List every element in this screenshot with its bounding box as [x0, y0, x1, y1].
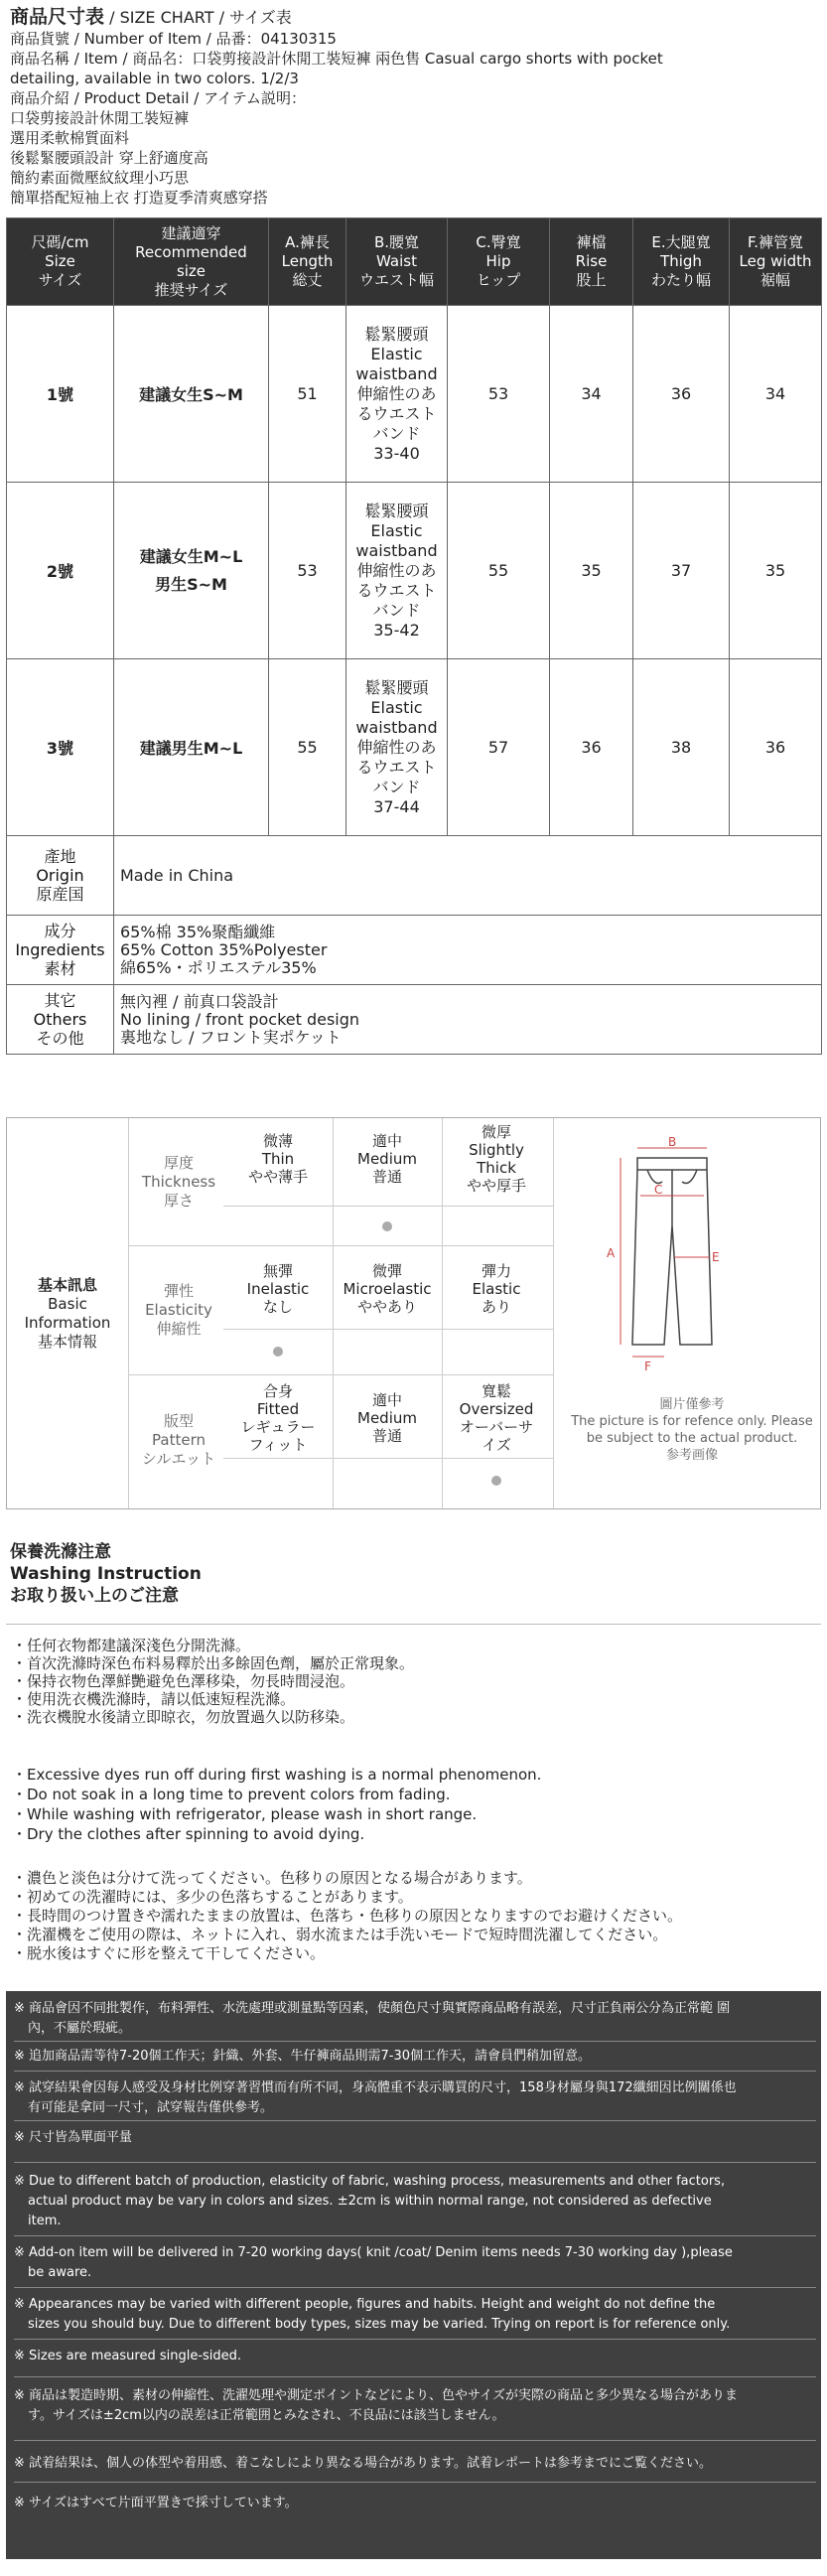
product-detail-line: 簡單搭配短袖上衣 打造夏季清爽感穿搭 [10, 189, 268, 207]
elasticity-option: 無彈 Inelastic なし [246, 1262, 310, 1316]
elasticity-label: 彈性 Elasticity 伸縮性 [145, 1282, 212, 1338]
elasticity-option: 微彈 Microelastic ややあり [343, 1262, 432, 1316]
col-waist: B.腰寬 Waist ウエスト幅 [346, 218, 448, 306]
thigh-cell: 36 [633, 306, 730, 483]
rec-cell: 建議女生M~L 男生S~M [114, 483, 269, 659]
length-cell: 53 [269, 483, 346, 659]
leg-cell: 36 [730, 659, 822, 836]
origin-label: 產地 Origin 原産国 [7, 836, 114, 916]
washing-zh: ・任何衣物都建議深淺色分開洗滌。 ・首次洗滌時深色布料易釋於出多餘固色劑，屬於正常現象。 ・保持衣物色澤鮮艷避免色澤移染，勿長時間浸泡。 ・使用洗衣機洗滌時，請以低速短程洗滌。 ・洗衣機脫水後請立即晾衣，勿放置過久以防移染。 [12, 1637, 415, 1726]
length-cell: 55 [269, 659, 346, 836]
length-cell: 51 [269, 306, 346, 483]
pattern-option: 寬鬆 Oversized オーバーサ イズ [459, 1382, 534, 1454]
thickness-option: 微厚 Slightly Thick やや厚手 [466, 1123, 526, 1195]
thigh-cell: 37 [633, 483, 730, 659]
thickness-selected-dot [382, 1221, 392, 1231]
size-cell: 3號 [7, 659, 114, 836]
svg-text:A: A [607, 1246, 616, 1260]
note-jp: ※ 商品は製造時期、素材の伸縮性、洗濯処理や測定ポイントなどにより、色やサイズが実際の商品と多少異なる場合がありま す。サイズは±2cm以内の誤差は正常範囲とみなされ、不良品には該当しません。 [14, 2388, 738, 2423]
item-name-cont: detailing, available in two colors. 1/2/3 [10, 70, 299, 87]
waist-cell: 鬆緊腰頭 Elastic waistband 伸縮性のあ るウエスト バンド 33-40 [346, 306, 448, 483]
title-main: 商品尺寸表 [10, 6, 105, 28]
pattern-label: 版型 Pattern シルエット [141, 1412, 216, 1468]
ingredients-row [7, 916, 822, 985]
diagram-caption: 圖片僅參考 The picture is for refence only. Please be subject to the actual product. 参考画像 [571, 1397, 813, 1463]
waist-cell: 鬆緊腰頭 Elastic waistband 伸縮性のあ るウエスト バンド 35-42 [346, 483, 448, 659]
elasticity-selected-dot [273, 1347, 283, 1357]
col-size: 尺碼/cm Size サイズ [7, 218, 114, 306]
col-recommended: 建議適穿 Recommended size 推奨サイズ [114, 218, 269, 306]
col-length: A.褲長 Length 総丈 [269, 218, 346, 306]
note-en: ※ Add-on item will be delivered in 7-20 working days( knit /coat/ Denim items needs 7-30 working day ),please be aware. [14, 2245, 733, 2280]
svg-text:F: F [644, 1360, 651, 1373]
notes-panel [6, 1991, 821, 2559]
col-rise: 褲檔 Rise 股上 [550, 218, 633, 306]
rec-cell: 建議女生S~M [114, 306, 269, 483]
thigh-cell: 38 [633, 659, 730, 836]
note-jp: ※ サイズはすべて片面平置きで採寸しています。 [14, 2496, 298, 2510]
item-number: 商品貨號 / Number of Item / 品番：04130315 [10, 30, 337, 48]
col-leg-width: F.褲管寬 Leg width 裾幅 [730, 218, 822, 306]
note-zh: ※ 追加商品需等待7-20個工作天；針織、外套、牛仔褲商品則需7-30個工作天，請會員們稍加留意。 [14, 2049, 592, 2064]
pants-diagram-icon [593, 1136, 791, 1384]
others-value: 無內裡 / 前真口袋設計 No lining / front pocket design 裏地なし / フロント実ポケット [114, 985, 822, 1055]
leg-cell: 34 [730, 306, 822, 483]
size-table [6, 217, 822, 1055]
others-label: 其它 Others その他 [7, 985, 114, 1055]
product-detail-label: 商品介紹 / Product Detail / アイテム説明： [10, 89, 306, 107]
rec-cell: 建議男生M~L [114, 659, 269, 836]
washing-en: ・Excessive dyes run off during first washing is a normal phenomenon. ・Do not soak in a long time to prevent colors from fading. ・While washing with refrigerator, please wash in short range. ・Dry the clothes after spinning to avoid dying. [12, 1766, 542, 1843]
leg-cell: 35 [730, 483, 822, 659]
note-jp: ※ 試着結果は、個人の体型や着用感、着こなしにより異なる場合があります。試着レポートは参考までにご覧ください。 [14, 2456, 712, 2471]
ingredients-label: 成分 Ingredients 素材 [7, 916, 114, 985]
header [0, 0, 827, 208]
basic-info [6, 1117, 821, 1509]
pattern-option: 合身 Fitted レギュラー フィット [240, 1382, 316, 1454]
size-table-header [7, 218, 822, 306]
others-row [7, 985, 822, 1055]
washing-title: 保養洗滌注意 Washing Instruction お取り扱い上のご注意 [10, 1542, 202, 1606]
note-zh: ※ 尺寸皆為單面平量 [14, 2130, 133, 2145]
svg-text:C: C [654, 1183, 663, 1197]
col-thigh: E.大腿寬 Thigh わたり幅 [633, 218, 730, 306]
origin-value: Made in China [114, 836, 822, 916]
size-cell: 1號 [7, 306, 114, 483]
hip-cell: 57 [448, 659, 550, 836]
thickness-option: 微薄 Thin やや薄手 [247, 1132, 308, 1186]
origin-row [7, 836, 822, 916]
table-row [7, 483, 822, 659]
thickness-label: 厚度 Thickness 厚さ [141, 1154, 216, 1210]
col-hip: C.臀寬 Hip ヒップ [448, 218, 550, 306]
note-en: ※ Sizes are measured single-sided. [14, 2349, 242, 2363]
svg-text:B: B [668, 1136, 677, 1149]
title-rest: / SIZE CHART / サイズ表 [109, 8, 292, 27]
basic-info-label: 基本訊息 Basic Information 基本情報 [24, 1275, 111, 1351]
note-zh: ※ 商品會因不同批製作，布料彈性、水洗處理或測量點等因素，使顏色尺寸與實際商品略有誤差，尺寸正負兩公分為正常範 圍 內，不屬於瑕疵。 [14, 2001, 731, 2036]
item-name: 商品名稱 / Item / 商品名：口袋剪接設計休閒工裝短褲 兩色售 Casual cargo shorts with pocket [10, 50, 663, 68]
size-cell: 2號 [7, 483, 114, 659]
rise-cell: 34 [550, 306, 633, 483]
page-title [10, 6, 817, 29]
rise-cell: 36 [550, 659, 633, 836]
note-zh: ※ 試穿結果會因每人感受及身材比例穿著習慣而有所不同，身高體重不表示購買的尺寸，158身材屬身與172纖細因比例關係也 有可能是拿同一尺寸，試穿報告僅供參考。 [14, 2080, 737, 2115]
note-en: ※ Appearances may be varied with different people, figures and habits. Height and weight do not define the sizes you should buy. Due to different body types, sizes may be varied. Trying on report is for reference only. [14, 2297, 731, 2332]
ingredients-value: 65%棉 35%聚酯纖維 65% Cotton 35%Polyester 綿65%・ポリエステル35% [114, 916, 822, 985]
thickness-option: 適中 Medium 普通 [357, 1132, 417, 1186]
pattern-selected-dot [491, 1476, 501, 1486]
product-detail-line: 後鬆緊腰頭設計 穿上舒適度高 [10, 149, 208, 167]
waist-cell: 鬆緊腰頭 Elastic waistband 伸縮性のあ るウエスト バンド 37-44 [346, 659, 448, 836]
hip-cell: 55 [448, 483, 550, 659]
note-en: ※ Due to different batch of production, elasticity of fabric, washing process, measurements and other factors, actual product may be vary in colors and sizes. ±2cm is within normal range, not considered as defective item. [14, 2174, 726, 2228]
elasticity-option: 彈力 Elastic あり [472, 1262, 521, 1316]
product-detail-line: 口袋剪接設計休閒工裝短褲 [10, 109, 190, 127]
washing-jp: ・濃色と淡色は分けて洗ってください。色移りの原因となる場合があります。 ・初めての洗濯時には、多少の色落ちすることがあります。 ・長時間のつけ置きや濡れたままの放置は、色落ち・色移りの原因となりますのでお避けください。 ・洗濯機をご使用の際は、ネットに入れ、弱水流または手洗いモードで短時間洗濯してください。 ・脱水後はすぐに形を整えて干してください。 [12, 1869, 683, 1962]
rise-cell: 35 [550, 483, 633, 659]
product-detail-line: 選用柔軟棉質面料 [10, 129, 130, 147]
hip-cell: 53 [448, 306, 550, 483]
table-row [7, 659, 822, 836]
svg-text:E: E [712, 1250, 720, 1264]
product-detail-line: 簡約素面微壓紋紋理小巧思 [10, 169, 190, 187]
table-row [7, 306, 822, 483]
pattern-option: 適中 Medium 普通 [357, 1391, 417, 1445]
